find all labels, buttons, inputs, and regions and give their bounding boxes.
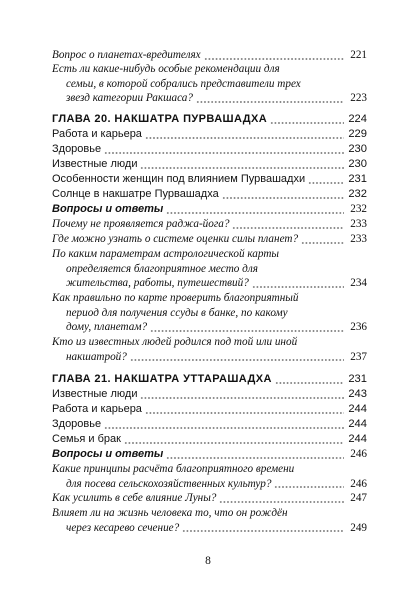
page-number: 229 [348, 128, 367, 140]
dot-leader [222, 197, 344, 199]
entry-text: накшатрой? [66, 350, 127, 363]
entry-text: Кто из известных людей родился под той или иной [52, 336, 298, 348]
page-number: 232 [348, 188, 367, 200]
page-number: 247 [350, 492, 367, 504]
toc-entry [52, 217, 367, 232]
page-number: 244 [348, 418, 367, 430]
page-number: 237 [350, 350, 367, 363]
entry-text: жительства, работы, путешествий? [66, 277, 249, 290]
entry-text: определяется благоприятное место для [66, 262, 258, 275]
chapter-title: ГЛАВА 20. НАКШАТРА ПУРВАШАДХА [52, 113, 268, 125]
page-number: 234 [350, 277, 367, 290]
toc-entry [52, 491, 367, 506]
page-number: 249 [350, 521, 367, 534]
toc-entry [52, 291, 367, 335]
entry-text: Как правильно по карте проверить благоприятный [52, 292, 299, 304]
entry-text: период для получения ссуды в банке, по какому [66, 306, 288, 319]
page-number: 233 [350, 233, 367, 245]
page-number: 223 [350, 92, 367, 105]
dot-leader [196, 101, 344, 103]
entry-text: Вопрос о планетах-вредителях [52, 49, 201, 61]
toc-entry [52, 172, 367, 187]
dot-leader [166, 457, 344, 459]
page-number: 231 [348, 173, 367, 185]
dot-leader [270, 122, 344, 124]
entry-text: Известные люди [52, 388, 138, 400]
entry-text: Здоровье [52, 418, 102, 430]
page-number: 232 [350, 203, 367, 215]
dot-leader [182, 530, 344, 532]
page-number: 244 [348, 433, 367, 445]
dot-leader [140, 167, 344, 169]
dot-leader [124, 442, 344, 444]
toc-entry [52, 48, 367, 63]
toc-entry [52, 157, 367, 172]
dot-leader [308, 182, 344, 184]
page-number: 230 [348, 143, 367, 155]
entry-text: дому, планетам? [66, 321, 148, 334]
entry-text: Вопросы и ответы [52, 203, 164, 215]
dot-leader [204, 58, 344, 60]
entry-text: Какие принципы расчёта благоприятного времени [52, 463, 295, 475]
page-number: 231 [348, 373, 367, 385]
page-folio: 8 [205, 555, 211, 567]
page-number: 246 [350, 448, 367, 460]
toc-entry [52, 387, 367, 402]
dot-leader [252, 286, 344, 288]
entry-text: через кесарево сечение? [66, 521, 180, 534]
entry-text: Особенности женщин под влиянием Пурвашадхи [52, 173, 306, 185]
page-number: 236 [350, 321, 367, 334]
toc-entry [52, 432, 367, 447]
entry-text: для посева сельскохозяйственных культур? [66, 477, 272, 490]
dot-leader [145, 412, 344, 414]
toc-entry [52, 247, 367, 291]
toc-entry [52, 62, 367, 106]
chapter-heading [52, 112, 367, 127]
toc-entry [52, 402, 367, 417]
dot-leader [219, 501, 344, 503]
entry-text: Семья и брак [52, 433, 121, 445]
page-number: 244 [348, 403, 367, 415]
dot-leader [301, 242, 344, 244]
toc-entry [52, 142, 367, 157]
entry-text: Вопросы и ответы [52, 448, 164, 460]
entry-text: По каким параметрам астрологической карты [52, 248, 279, 260]
entry-text: Как усилить в себе влияние Луны? [52, 492, 217, 504]
entry-text: Работа и карьера [52, 403, 142, 415]
qa-heading [52, 447, 367, 462]
dot-leader [275, 382, 344, 384]
entry-text: Солнце в накшатре Пурвашадха [52, 188, 219, 200]
entry-text: семьи, в которой собрались представители трех [66, 77, 301, 90]
entry-text: Есть ли какие-нибудь особые рекомендации для [52, 63, 280, 75]
toc-entry [52, 506, 367, 535]
page-number: 233 [350, 218, 367, 230]
toc-entry [52, 417, 367, 432]
toc-entry [52, 462, 367, 491]
dot-leader [145, 137, 344, 139]
entry-text: Где можно узнать о системе оценки силы планет? [52, 233, 299, 245]
toc-entry [52, 187, 367, 202]
dot-leader [104, 427, 344, 429]
dot-leader [130, 359, 344, 361]
chapter-title: ГЛАВА 21. НАКШАТРА УТТАРАШАДХА [52, 373, 272, 385]
page-number: 246 [350, 477, 367, 490]
toc-entry [52, 232, 367, 247]
entry-text: Влияет ли на жизнь человека то, что он рождён [52, 507, 288, 519]
chapter-heading [52, 372, 367, 387]
page-number: 221 [350, 49, 367, 61]
page-number: 243 [348, 388, 367, 400]
dot-leader [140, 397, 344, 399]
entry-text: Известные люди [52, 158, 138, 170]
entry-text: звезд категории Ракшаса? [66, 92, 193, 105]
dot-leader [232, 227, 344, 229]
entry-text: Почему не проявляется раджа-йога? [52, 218, 230, 230]
dot-leader [150, 330, 344, 332]
dot-leader [274, 486, 344, 488]
qa-heading [52, 202, 367, 217]
toc-entry [52, 335, 367, 364]
entry-text: Здоровье [52, 143, 102, 155]
dot-leader [104, 152, 344, 154]
page-number: 224 [348, 113, 367, 125]
toc-entry [52, 127, 367, 142]
page-number: 230 [348, 158, 367, 170]
dot-leader [166, 212, 344, 214]
entry-text: Работа и карьера [52, 128, 142, 140]
